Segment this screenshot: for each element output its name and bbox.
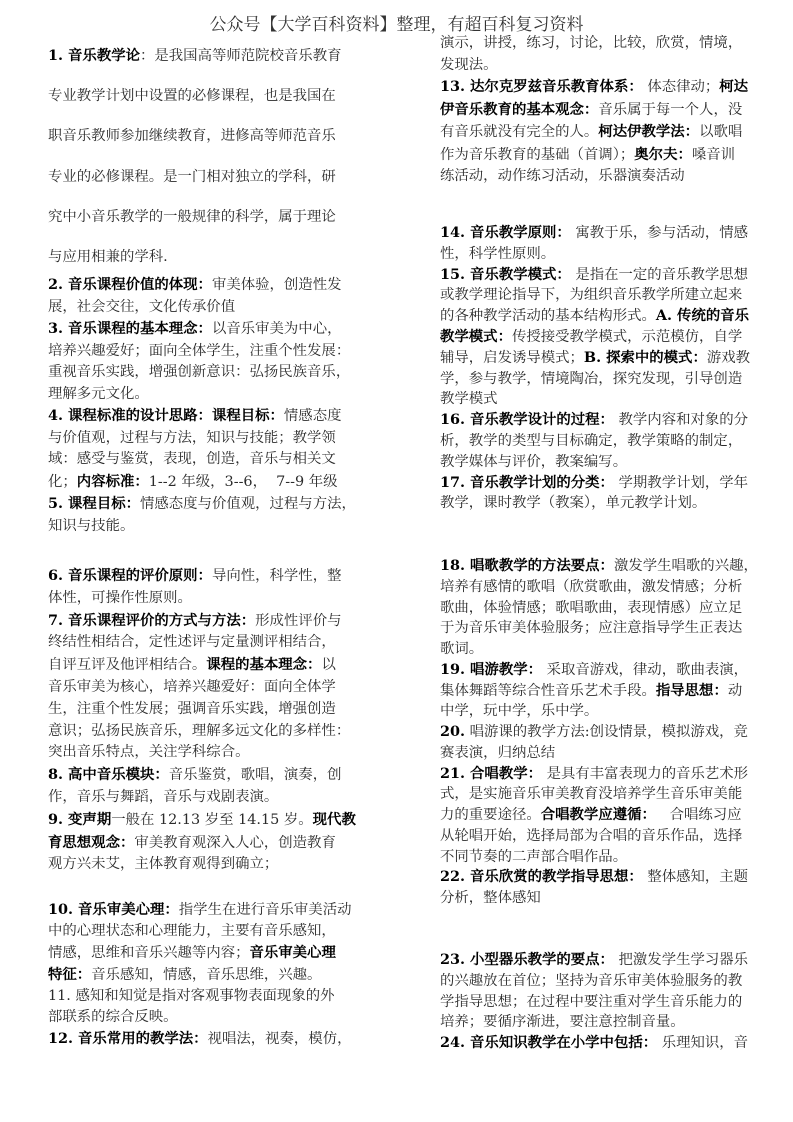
body-text: 突出音乐特点，关注学科综合。 <box>48 744 250 761</box>
bold-term: 14. 音乐教学原则： <box>440 224 571 241</box>
text-line <box>48 471 356 494</box>
body-text: 教学模式 <box>440 391 498 408</box>
bold-term: 音乐审美心理 <box>249 944 336 961</box>
text-line <box>440 577 758 598</box>
body-text: 与应用相兼的学科. <box>48 249 168 266</box>
text-line <box>48 1007 351 1028</box>
text-line <box>440 722 758 743</box>
text-line <box>48 449 356 471</box>
text-line <box>48 632 356 654</box>
bold-term: 伊音乐教育的基本观念： <box>440 100 599 118</box>
body-text: 把激发学生学习器乐 <box>613 952 749 968</box>
bold-term: 19. 唱游教学： <box>440 660 542 678</box>
bold-term: A. 传统的音乐 <box>655 307 750 325</box>
body-text: 导向性，科学性，整 <box>211 568 342 584</box>
body-text: 体性，可操作性原则。 <box>48 589 192 606</box>
bold-term: 18. 唱歌教学的方法要点： <box>440 557 614 574</box>
body-text: 传授接受教学模式，示范模仿，自学 <box>511 328 743 345</box>
text-line <box>440 701 758 722</box>
text-line <box>48 157 341 197</box>
text-line <box>440 348 750 369</box>
text-line <box>48 116 341 156</box>
text-line <box>440 327 750 348</box>
text-line <box>440 556 758 577</box>
text-line <box>440 618 758 639</box>
text-line <box>440 743 758 764</box>
bold-term: 22. 音乐欣赏的教学指导思想： <box>440 868 643 886</box>
bold-term: 教学模式： <box>440 327 512 345</box>
text-line <box>440 784 758 805</box>
body-text: 自评互评及他评相结合。 <box>48 657 207 674</box>
bold-term: 6. 音乐课程的评价原则： <box>48 567 212 584</box>
body-text: 学指导思想；在过程中要注重对学生音乐能力的 <box>440 993 743 1010</box>
text-line <box>440 888 758 909</box>
body-text: 以音乐审美为中心， <box>211 321 342 337</box>
text-line <box>440 950 748 971</box>
body-text: 是具有丰富表现力的音乐艺术形 <box>542 765 749 782</box>
text-line <box>48 964 351 986</box>
body-text: 理解多元文化。 <box>48 385 149 402</box>
body-text: 观方兴未艾，主体教育观得到确立； <box>48 856 279 873</box>
text-line <box>48 854 356 876</box>
text-line <box>48 699 356 721</box>
body-text: 音乐感知，情感，音乐思维，兴趣。 <box>91 967 322 983</box>
body-text: 演示，讲授，练习，讨论，比较，欣赏，情境， <box>440 35 743 51</box>
text-line <box>48 384 356 406</box>
text-line <box>48 921 351 942</box>
body-text: 寓教于乐，参与活动，情感 <box>570 225 749 241</box>
body-text: 教学媒体与评价，教案编写。 <box>440 453 628 470</box>
text-line <box>440 144 748 167</box>
body-text: 发现法。 <box>440 56 498 73</box>
text-line <box>440 121 748 144</box>
text-line <box>440 55 748 77</box>
bold-term: 1. 音乐教学论 <box>48 47 140 64</box>
text-line <box>440 244 750 265</box>
body-text: 化； <box>48 473 77 490</box>
body-text: 有音乐就没有完全的人。 <box>440 124 599 140</box>
text-line <box>440 992 748 1013</box>
text-section <box>440 556 758 909</box>
body-text: 采取音游戏，律动，歌曲表演， <box>542 661 749 678</box>
text-line <box>48 610 356 633</box>
text-line <box>440 99 748 122</box>
body-text: 的各种教学活动的基本结构形式。 <box>440 308 656 325</box>
body-text: 式，是实施音乐审美教育没培养学生音乐审美能 <box>440 786 743 803</box>
body-text: 意识；弘扬民族音乐，理解多远文化的多样性： <box>48 722 351 739</box>
body-text: 集体舞蹈等综合性音乐艺术手段。 <box>440 682 656 699</box>
bold-term: 21. 合唱教学： <box>440 764 542 782</box>
text-line <box>440 805 758 826</box>
text-line <box>440 306 750 327</box>
body-text: 中的心理状态和心理能力，主要有音乐感知， <box>48 923 336 939</box>
bold-term: 特征： <box>48 966 92 983</box>
text-line <box>48 428 356 450</box>
bold-term: 7. 音乐课程评价的方式与方法： <box>48 611 256 629</box>
bold-term: 5. 课程目标： <box>48 495 140 512</box>
body-text: 音乐属于每一个人，没 <box>598 101 743 118</box>
body-text: 歌词。 <box>440 641 484 657</box>
text-line <box>440 493 750 514</box>
bold-term: 柯达 <box>719 78 749 95</box>
body-text: 以 <box>321 657 336 674</box>
body-text: 一般在 12.13 岁至 14.15 岁。 <box>111 811 313 828</box>
body-text: 乐理知识，音 <box>657 1035 749 1051</box>
body-text: 以歌唱 <box>699 124 743 140</box>
bold-term: 3. 音乐课程的基本理念： <box>48 320 212 337</box>
text-line <box>48 677 356 699</box>
body-text: 不同节奏的二声部合唱作品。 <box>440 848 628 865</box>
text-line <box>48 832 356 855</box>
text-line <box>48 405 356 428</box>
body-text: 游戏教 <box>706 349 751 366</box>
text-line <box>48 76 341 116</box>
text-line <box>440 847 758 868</box>
text-line <box>48 297 356 319</box>
body-text: 形成性评价与 <box>255 612 342 629</box>
body-text: 展，社会交往，文化传承价值 <box>48 298 236 315</box>
bold-term: 17. 音乐教学计划的分类： <box>440 473 614 491</box>
body-text: 终结性相结合，定性述评与定量测评相结合， <box>48 634 336 651</box>
bold-term: 10. 音乐审美心理： <box>48 901 179 918</box>
body-text: 或教学理论指导下，为组织音乐教学所建立起来 <box>440 287 743 304</box>
bold-term: 2. 音乐课程价值的体现： <box>48 276 212 293</box>
bold-term: 15. 音乐教学模式： <box>440 265 571 283</box>
bold-term: B. 探索中的模式： <box>583 348 707 366</box>
text-section <box>440 950 748 1054</box>
text-line <box>440 223 750 244</box>
bold-term: 课程的基本理念： <box>206 656 322 674</box>
text-line <box>440 660 758 681</box>
body-text: 从轮唱开始，选择局部为合唱的音乐作品，选择 <box>440 827 743 844</box>
body-text: 是指在一定的音乐教学思想 <box>570 266 749 283</box>
body-text: 视唱法，视奏，模仿， <box>207 1031 352 1047</box>
text-line <box>440 265 750 286</box>
body-text: 性，科学性原则。 <box>440 245 556 262</box>
text-line <box>48 318 356 341</box>
bold-term: 内容标准： <box>76 472 149 490</box>
text-section <box>48 565 356 876</box>
text-line <box>440 473 750 494</box>
text-line <box>440 1033 748 1054</box>
body-text: 培养有感情的歌唱（欣赏歌曲，激发情感；分析 <box>440 578 743 595</box>
body-text: 情感，思维和音乐兴趣等内容； <box>48 945 250 961</box>
body-text: 唱游课的教学方法:创设情景，模拟游戏，竞 <box>465 724 748 740</box>
bold-term: 9. 变声期 <box>48 810 112 828</box>
text-line <box>440 166 748 188</box>
text-line <box>48 986 351 1007</box>
text-line <box>440 389 750 410</box>
text-line <box>48 809 356 832</box>
body-text: 学期教学计划，学年 <box>613 474 749 491</box>
bold-term: 柯达伊教学法： <box>598 123 700 140</box>
text-section <box>48 274 356 537</box>
text-line <box>440 598 758 619</box>
body-text: 生，注重个性发展；强调音乐实践，增强创造 <box>48 700 336 717</box>
body-text: 体态律动； <box>642 79 720 95</box>
text-line <box>48 787 356 809</box>
bold-term: 奥尔夫： <box>634 145 692 163</box>
body-text: 指学生在进行音乐审美活动 <box>178 902 352 918</box>
text-line <box>48 721 356 743</box>
text-section <box>440 223 750 514</box>
text-line <box>48 237 341 277</box>
body-text: 11. 感知和知觉是指对客观事物表面现象的外 <box>48 988 335 1004</box>
body-text: 教学内容和对象的分 <box>613 412 749 429</box>
body-text: 合唱练习应 <box>655 807 742 823</box>
bold-term: 13. 达尔克罗兹音乐教育体系： <box>440 78 643 95</box>
text-line <box>440 826 758 847</box>
bold-term: 24. 音乐知识教学在小学中包括： <box>440 1034 658 1051</box>
body-text: 专业教学计划中设置的必修课程，也是我国在 <box>48 88 336 105</box>
body-text: 的兴趣放在首位；坚持为音乐审美体验服务的教 <box>440 972 743 989</box>
text-line <box>48 362 356 384</box>
body-text: 练活动，动作练习活动，乐器演奏活动 <box>440 168 685 184</box>
body-text: 部联系的综合反映。 <box>48 1009 178 1025</box>
bold-term: 现代教 <box>312 810 356 828</box>
body-text: 培养兴趣爱好；面向全体学生，注重个性发展： <box>48 342 351 359</box>
bold-term: 23. 小型器乐教学的要点： <box>440 951 614 968</box>
text-line <box>48 942 351 964</box>
bold-term: 8. 高中音乐模块： <box>48 766 169 784</box>
body-text: 专业的必修课程。是一门相对独立的学科，研 <box>48 168 336 185</box>
bold-term: 指导思想： <box>655 681 728 699</box>
body-text: ：是我国高等师范院校音乐教育 <box>140 48 342 64</box>
text-section <box>48 899 351 1050</box>
text-line <box>440 639 758 660</box>
text-line <box>440 285 750 306</box>
body-text: 赛表演，归纳总结 <box>440 744 556 761</box>
body-text: 音乐审美为核心，培养兴趣爱好：面向全体学 <box>48 678 336 695</box>
body-text: 作为音乐教育的基础（首调）； <box>440 146 635 163</box>
text-line <box>48 36 341 76</box>
body-text: 培养；要循序渐进，要注意控制音量。 <box>440 1014 685 1031</box>
body-text: 学，参与教学，情境陶冶，探究发现，引导创造 <box>440 370 743 387</box>
text-line <box>48 588 356 610</box>
text-section <box>48 36 341 277</box>
text-line <box>440 681 758 702</box>
body-text: 究中小音乐教学的一般规律的科学，属于理论 <box>48 208 336 225</box>
body-text: 审美体验，创造性发 <box>211 277 342 293</box>
body-text: 域：感受与鉴赏，表现，创造，音乐与相关文 <box>48 451 336 467</box>
body-text: 辅导，启发诱导模式； <box>440 349 584 366</box>
bold-term: 20. <box>440 723 466 740</box>
bold-term: 育思想观念： <box>48 833 135 851</box>
body-text: 歌曲，体验情感；歌唱歌曲，表现情感）应立足 <box>440 599 743 616</box>
body-text: 析，教学的类型与目标确定，教学策略的制定， <box>440 432 743 449</box>
text-line <box>440 867 758 888</box>
text-line <box>48 899 351 921</box>
text-line <box>48 493 356 516</box>
body-text: 与价值观，过程与方法，知识与技能；教学领 <box>48 429 336 446</box>
body-text: 音乐鉴赏，歌唱，演奏，创 <box>168 767 342 784</box>
text-line <box>440 452 750 473</box>
text-line <box>48 742 356 764</box>
bold-term: 16. 音乐教学设计的过程： <box>440 411 614 429</box>
page-header: 公众号【大学百科资料】整理，有超百科复习资料 <box>209 15 584 35</box>
text-section <box>440 33 748 188</box>
text-line <box>440 764 758 785</box>
body-text: 知识与技能。 <box>48 517 135 534</box>
body-text: 职音乐教师参加继续教育，进修高等师范音乐 <box>48 128 336 145</box>
text-line <box>440 76 748 99</box>
text-line <box>48 341 356 363</box>
text-line <box>440 410 750 431</box>
text-line <box>440 33 748 55</box>
body-text: 审美教育观深入人心，创造教育 <box>134 834 336 851</box>
text-line <box>440 971 748 992</box>
body-text: 动 <box>727 682 743 699</box>
text-line <box>440 1012 748 1033</box>
bold-term: 12. 音乐常用的教学法： <box>48 1030 208 1047</box>
text-line <box>48 274 356 297</box>
body-text: 教学，课时教学（教案），单元教学计划。 <box>440 495 707 512</box>
text-line <box>48 565 356 588</box>
text-line <box>440 369 750 390</box>
body-text: 中学，玩中学，乐中学。 <box>440 703 599 720</box>
body-text: 激发学生唱歌的兴趣， <box>613 558 758 574</box>
body-text: 作，音乐与舞蹈，音乐与戏剧表演。 <box>48 788 279 805</box>
text-line <box>48 654 356 677</box>
body-text: 情感态度 <box>283 408 342 424</box>
text-line <box>48 764 356 787</box>
text-line <box>48 197 341 237</box>
text-line <box>48 1028 351 1050</box>
body-text: 于为音乐审美体验服务；应注意指导学生正表达 <box>440 620 743 637</box>
body-text: 整体感知，主题 <box>642 869 749 886</box>
bold-term: 合唱教学应遵循： <box>540 806 656 823</box>
body-text: 力的重要途径。 <box>440 807 541 823</box>
body-text: 分析，整体感知 <box>440 890 541 906</box>
text-line <box>48 516 356 538</box>
text-line <box>440 431 750 452</box>
body-text: 重视音乐实践，增强创新意识：弘扬民族音乐， <box>48 364 351 380</box>
body-text: 情感态度与价值观，过程与方法， <box>140 496 356 512</box>
body-text: 1--2 年级，3--6， 7--9 年级 <box>148 473 338 490</box>
bold-term: 4. 课程标准的设计思路：课程目标： <box>48 407 284 424</box>
body-text: 嗓音训 <box>691 146 736 163</box>
